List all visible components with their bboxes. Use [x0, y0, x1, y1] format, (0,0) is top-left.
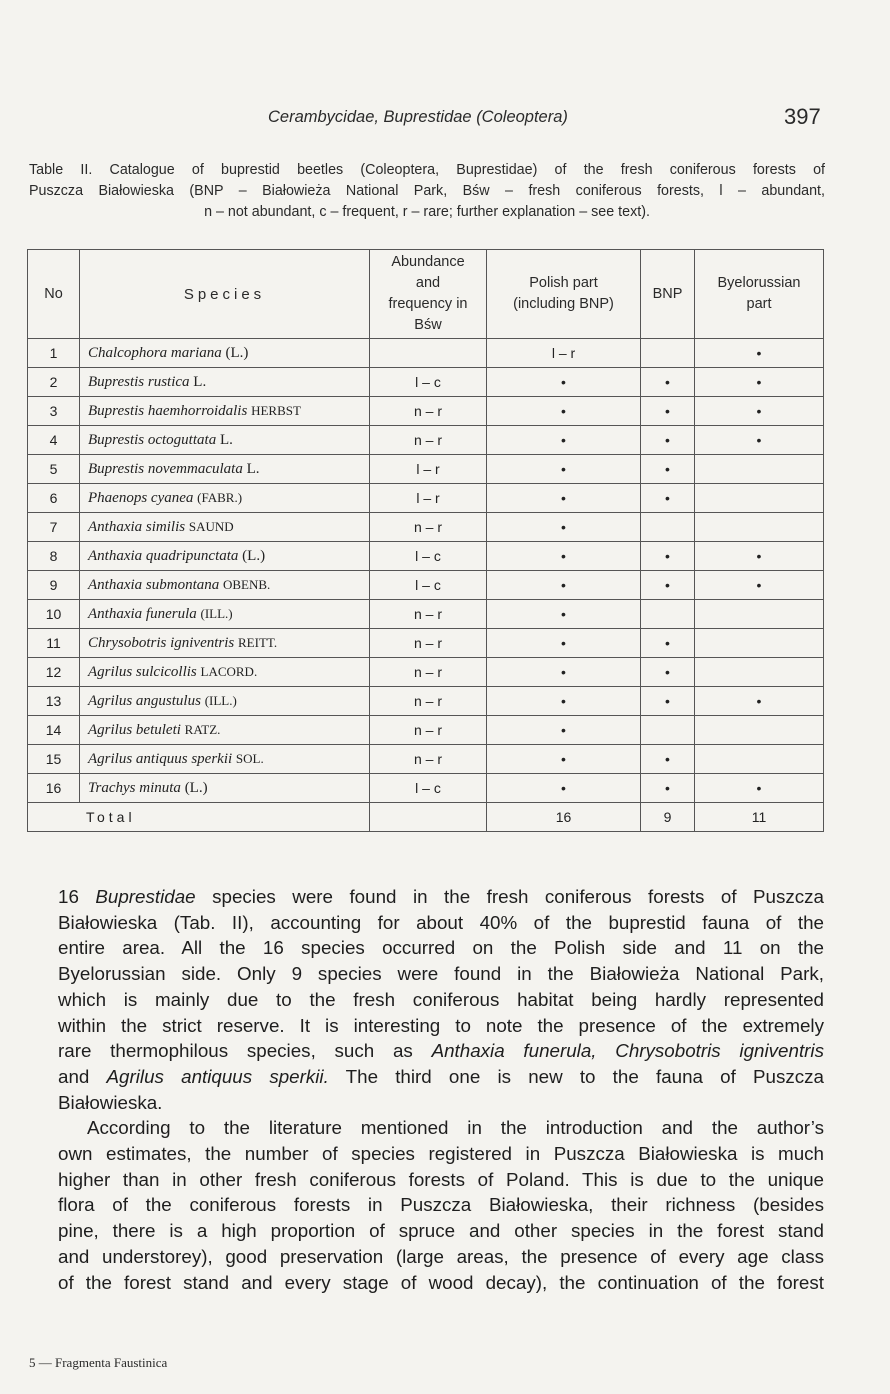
- text-segment: which is mainly due to the fresh coniferous habitat being hardly represented: [58, 988, 824, 1010]
- species-cell: [80, 745, 370, 774]
- bnp-cell: [641, 600, 695, 629]
- bnp-cell: •: [641, 542, 695, 571]
- row-number: 7: [28, 513, 80, 542]
- byelorussian-part-cell: •: [695, 368, 824, 397]
- byelorussian-part-cell: •: [695, 774, 824, 803]
- text-segment: pine, there is a high proportion of spruce and other species in the forest stand: [58, 1220, 824, 1242]
- bnp-cell: •: [641, 687, 695, 716]
- polish-part-cell: •: [487, 629, 641, 658]
- byelorussian-part-cell: [695, 658, 824, 687]
- byelorussian-part-cell: •: [695, 397, 824, 426]
- italic-text: Buprestidae: [95, 886, 196, 907]
- row-number: 12: [28, 658, 80, 687]
- species-author: SAUND: [188, 518, 234, 534]
- text-segment: higher than in other fresh coniferous forests of Poland. This is due to the unique: [58, 1168, 824, 1190]
- polish-part-cell: •: [487, 397, 641, 426]
- text-segment: within the strict reserve. It is interesting to note the presence of the extremely: [58, 1014, 824, 1036]
- text-segment: 16: [58, 886, 96, 907]
- species-cell: [80, 571, 370, 600]
- abundance-cell: n – r: [370, 716, 487, 745]
- polish-part-cell: •: [487, 484, 641, 513]
- text-line: [58, 1244, 824, 1270]
- bnp-cell: •: [641, 426, 695, 455]
- species-author: HERBST: [251, 402, 301, 418]
- species-name: Chrysobotris igniventris: [88, 634, 235, 651]
- row-number: 3: [28, 397, 80, 426]
- total-abundance: [370, 803, 487, 832]
- species-name: Agrilus betuleti: [88, 721, 181, 738]
- table-row: [28, 687, 824, 716]
- byelorussian-part-cell: [695, 745, 824, 774]
- text-line: [58, 1038, 824, 1064]
- text-line: [58, 884, 824, 910]
- polish-part-cell: •: [487, 513, 641, 542]
- byelorussian-part-cell: •: [695, 426, 824, 455]
- abundance-cell: n – r: [370, 397, 487, 426]
- header-abundance: [370, 250, 487, 339]
- species-name: Buprestis haemhorroidalis: [88, 402, 248, 419]
- row-number: 13: [28, 687, 80, 716]
- caption-line: Puszcza Białowieska (BNP – Białowieża National Park, Bśw – fresh coniferous forests, l – abundant,: [29, 183, 825, 199]
- paragraph: [58, 884, 824, 1115]
- species-cell: [80, 368, 370, 397]
- table-row: [28, 513, 824, 542]
- species-name: Agrilus angustulus: [88, 692, 201, 709]
- species-cell: [80, 455, 370, 484]
- species-cell: [80, 658, 370, 687]
- bnp-cell: [641, 339, 695, 368]
- body-text: [58, 884, 824, 1295]
- species-name: Anthaxia quadripunctata: [88, 547, 239, 564]
- bnp-cell: [641, 716, 695, 745]
- text-line: [58, 987, 824, 1013]
- polish-part-cell: l – r: [487, 339, 641, 368]
- abundance-cell: l – c: [370, 368, 487, 397]
- species-name: Anthaxia submontana: [88, 576, 220, 593]
- species-author: (ILL.): [200, 605, 233, 621]
- running-head: [0, 104, 890, 134]
- row-number: 5: [28, 455, 80, 484]
- species-name: Phaenops cyanea: [88, 489, 194, 506]
- species-cell: [80, 687, 370, 716]
- header-abundance-line: Abundance: [391, 254, 465, 270]
- row-number: 11: [28, 629, 80, 658]
- row-number: 2: [28, 368, 80, 397]
- table-header-row: [28, 250, 824, 339]
- table-row: [28, 716, 824, 745]
- species-name: Buprestis novemmaculata: [88, 460, 243, 477]
- header-abundance-line: frequency in: [388, 296, 468, 312]
- text-line: [58, 1064, 824, 1090]
- catalogue-table: [27, 249, 824, 832]
- species-name: Buprestis octoguttata: [88, 431, 217, 448]
- bnp-cell: •: [641, 658, 695, 687]
- abundance-cell: n – r: [370, 600, 487, 629]
- text-line: [58, 1218, 824, 1244]
- species-cell: [80, 397, 370, 426]
- abundance-cell: n – r: [370, 687, 487, 716]
- species-author: (L.): [225, 344, 249, 361]
- polish-part-cell: •: [487, 716, 641, 745]
- species-name: Trachys minuta: [88, 779, 181, 796]
- header-no: No: [28, 250, 80, 339]
- footer: 5 — Fragmenta Faustinica: [29, 1355, 168, 1370]
- text-segment: flora of the coniferous forests in Puszcza Białowieska, their richness (besides: [58, 1194, 824, 1216]
- text-line: [58, 1270, 824, 1296]
- total-label: Total: [28, 803, 370, 832]
- species-cell: [80, 426, 370, 455]
- species-author: L.: [219, 431, 233, 448]
- species-author: L.: [246, 460, 260, 477]
- byelorussian-part-cell: [695, 716, 824, 745]
- header-species: Species: [80, 250, 370, 339]
- species-author: SOL.: [235, 750, 264, 766]
- text-line: [58, 1167, 824, 1193]
- species-author: REITT.: [238, 634, 278, 650]
- table-body: [28, 339, 824, 803]
- header-abundance-line: Bśw: [414, 317, 442, 333]
- table-row: [28, 455, 824, 484]
- table-row: [28, 426, 824, 455]
- species-author: (L.): [242, 547, 266, 564]
- abundance-cell: l – c: [370, 774, 487, 803]
- byelorussian-part-cell: [695, 455, 824, 484]
- bnp-cell: [641, 513, 695, 542]
- species-name: Anthaxia funerula: [88, 605, 197, 622]
- header-bnp: BNP: [641, 250, 695, 339]
- italic-text: Agrilus antiquus sperkii.: [106, 1065, 329, 1087]
- species-cell: [80, 774, 370, 803]
- species-cell: [80, 629, 370, 658]
- table-row: [28, 542, 824, 571]
- species-name: Buprestis rustica: [88, 373, 190, 390]
- total-bnp: 9: [641, 803, 695, 832]
- abundance-cell: n – r: [370, 513, 487, 542]
- page-number: 397: [784, 104, 821, 129]
- table-row: [28, 397, 824, 426]
- species-cell: [80, 513, 370, 542]
- species-author: (L.): [184, 779, 208, 796]
- row-number: 10: [28, 600, 80, 629]
- polish-part-cell: •: [487, 600, 641, 629]
- caption-line: Table II. Catalogue of buprestid beetles (Coleoptera, Buprestidae) of the fresh coniferous forests of: [29, 162, 825, 178]
- text-line: [58, 1141, 824, 1167]
- polish-part-cell: •: [487, 571, 641, 600]
- abundance-cell: l – r: [370, 455, 487, 484]
- text-segment: Białowieska (Tab. II), accounting for about 40% of the buprestid fauna of the: [58, 911, 824, 933]
- text-segment: and understorey), good preservation (large areas, the presence of every age class: [58, 1245, 824, 1267]
- species-name: Chalcophora mariana: [88, 344, 222, 361]
- italic-text: Anthaxia funerula, Chrysobotris igniventris: [431, 1040, 824, 1062]
- bnp-cell: •: [641, 629, 695, 658]
- byelorussian-part-cell: •: [695, 339, 824, 368]
- header-polish-line: (including BNP): [513, 296, 614, 312]
- total-polish: 16: [487, 803, 641, 832]
- polish-part-cell: •: [487, 774, 641, 803]
- row-number: 1: [28, 339, 80, 368]
- text-segment: The third one is new to the fauna of Puszcza: [328, 1065, 824, 1087]
- header-byelo-line: part: [746, 296, 772, 312]
- running-head-title: Cerambycidae, Buprestidae (Coleoptera): [268, 108, 568, 126]
- species-author: (ILL.): [204, 692, 237, 708]
- text-segment: of the forest stand and every stage of wood decay), the continuation of the forest: [58, 1271, 824, 1293]
- abundance-cell: n – r: [370, 629, 487, 658]
- text-segment: rare thermophilous species, such as: [58, 1040, 432, 1062]
- polish-part-cell: •: [487, 542, 641, 571]
- header-byelorussian-part: [695, 250, 824, 339]
- bnp-cell: •: [641, 368, 695, 397]
- abundance-cell: n – r: [370, 658, 487, 687]
- caption-line: n – not abundant, c – frequent, r – rare; further explanation – see text).: [204, 204, 650, 220]
- text-segment: and: [58, 1065, 107, 1087]
- text-segment: species were found in the fresh coniferous forests of Puszcza: [195, 886, 825, 907]
- species-author: (FABR.): [197, 489, 243, 505]
- table-row: [28, 571, 824, 600]
- total-byelo: 11: [695, 803, 824, 832]
- text-line: [87, 1115, 824, 1141]
- species-cell: [80, 484, 370, 513]
- polish-part-cell: •: [487, 687, 641, 716]
- text-line: [58, 935, 824, 961]
- species-cell: [80, 542, 370, 571]
- text-segment: entire area. All the 16 species occurred on the Polish side and 11 on the: [58, 937, 824, 959]
- byelorussian-part-cell: •: [695, 571, 824, 600]
- row-number: 16: [28, 774, 80, 803]
- header-polish-part: [487, 250, 641, 339]
- row-number: 8: [28, 542, 80, 571]
- species-cell: [80, 716, 370, 745]
- row-number: 9: [28, 571, 80, 600]
- species-name: Anthaxia similis: [88, 518, 186, 535]
- polish-part-cell: •: [487, 455, 641, 484]
- polish-part-cell: •: [487, 745, 641, 774]
- abundance-cell: l – c: [370, 571, 487, 600]
- abundance-cell: n – r: [370, 745, 487, 774]
- table-row: [28, 484, 824, 513]
- abundance-cell: [370, 339, 487, 368]
- byelorussian-part-cell: •: [695, 687, 824, 716]
- species-cell: [80, 600, 370, 629]
- abundance-cell: l – r: [370, 484, 487, 513]
- species-author: RATZ.: [184, 721, 221, 737]
- text-line: [58, 961, 824, 987]
- polish-part-cell: •: [487, 368, 641, 397]
- bnp-cell: •: [641, 571, 695, 600]
- byelorussian-part-cell: •: [695, 542, 824, 571]
- bnp-cell: •: [641, 774, 695, 803]
- row-number: 14: [28, 716, 80, 745]
- text-segment: own estimates, the number of species registered in Puszcza Białowieska is much: [58, 1143, 824, 1165]
- table-row: [28, 774, 824, 803]
- bnp-cell: •: [641, 397, 695, 426]
- byelorussian-part-cell: [695, 600, 824, 629]
- text-segment: According to the literature mentioned in the introduction and the author’s: [87, 1117, 824, 1139]
- row-number: 4: [28, 426, 80, 455]
- bnp-cell: •: [641, 484, 695, 513]
- table-row: [28, 745, 824, 774]
- polish-part-cell: •: [487, 426, 641, 455]
- polish-part-cell: •: [487, 658, 641, 687]
- text-segment: Białowieska.: [58, 1091, 163, 1113]
- species-author: L.: [193, 373, 207, 390]
- total-row: [28, 803, 824, 832]
- species-author: OBENB.: [223, 576, 271, 592]
- abundance-cell: n – r: [370, 426, 487, 455]
- byelorussian-part-cell: [695, 513, 824, 542]
- header-polish-line: Polish part: [529, 275, 598, 291]
- header-byelo-line: Byelorussian: [717, 275, 801, 291]
- text-segment: Byelorussian side. Only 9 species were found in the Białowieża National Park,: [58, 963, 824, 985]
- species-author: LACORD.: [200, 663, 258, 679]
- byelorussian-part-cell: [695, 629, 824, 658]
- abundance-cell: l – c: [370, 542, 487, 571]
- table-row: [28, 368, 824, 397]
- text-line: [58, 1192, 824, 1218]
- table-caption: [29, 160, 825, 223]
- row-number: 6: [28, 484, 80, 513]
- bnp-cell: •: [641, 745, 695, 774]
- text-line: [58, 1013, 824, 1039]
- table-row: [28, 339, 824, 368]
- byelorussian-part-cell: [695, 484, 824, 513]
- row-number: 15: [28, 745, 80, 774]
- bnp-cell: •: [641, 455, 695, 484]
- table-row: [28, 629, 824, 658]
- table-row: [28, 600, 824, 629]
- table-row: [28, 658, 824, 687]
- paragraph: [58, 1115, 824, 1295]
- text-line: [58, 910, 824, 936]
- species-name: Agrilus antiquus sperkii: [88, 750, 233, 767]
- text-line: [58, 1090, 824, 1116]
- species-name: Agrilus sulcicollis: [88, 663, 197, 680]
- header-abundance-line: and: [415, 275, 441, 291]
- species-cell: [80, 339, 370, 368]
